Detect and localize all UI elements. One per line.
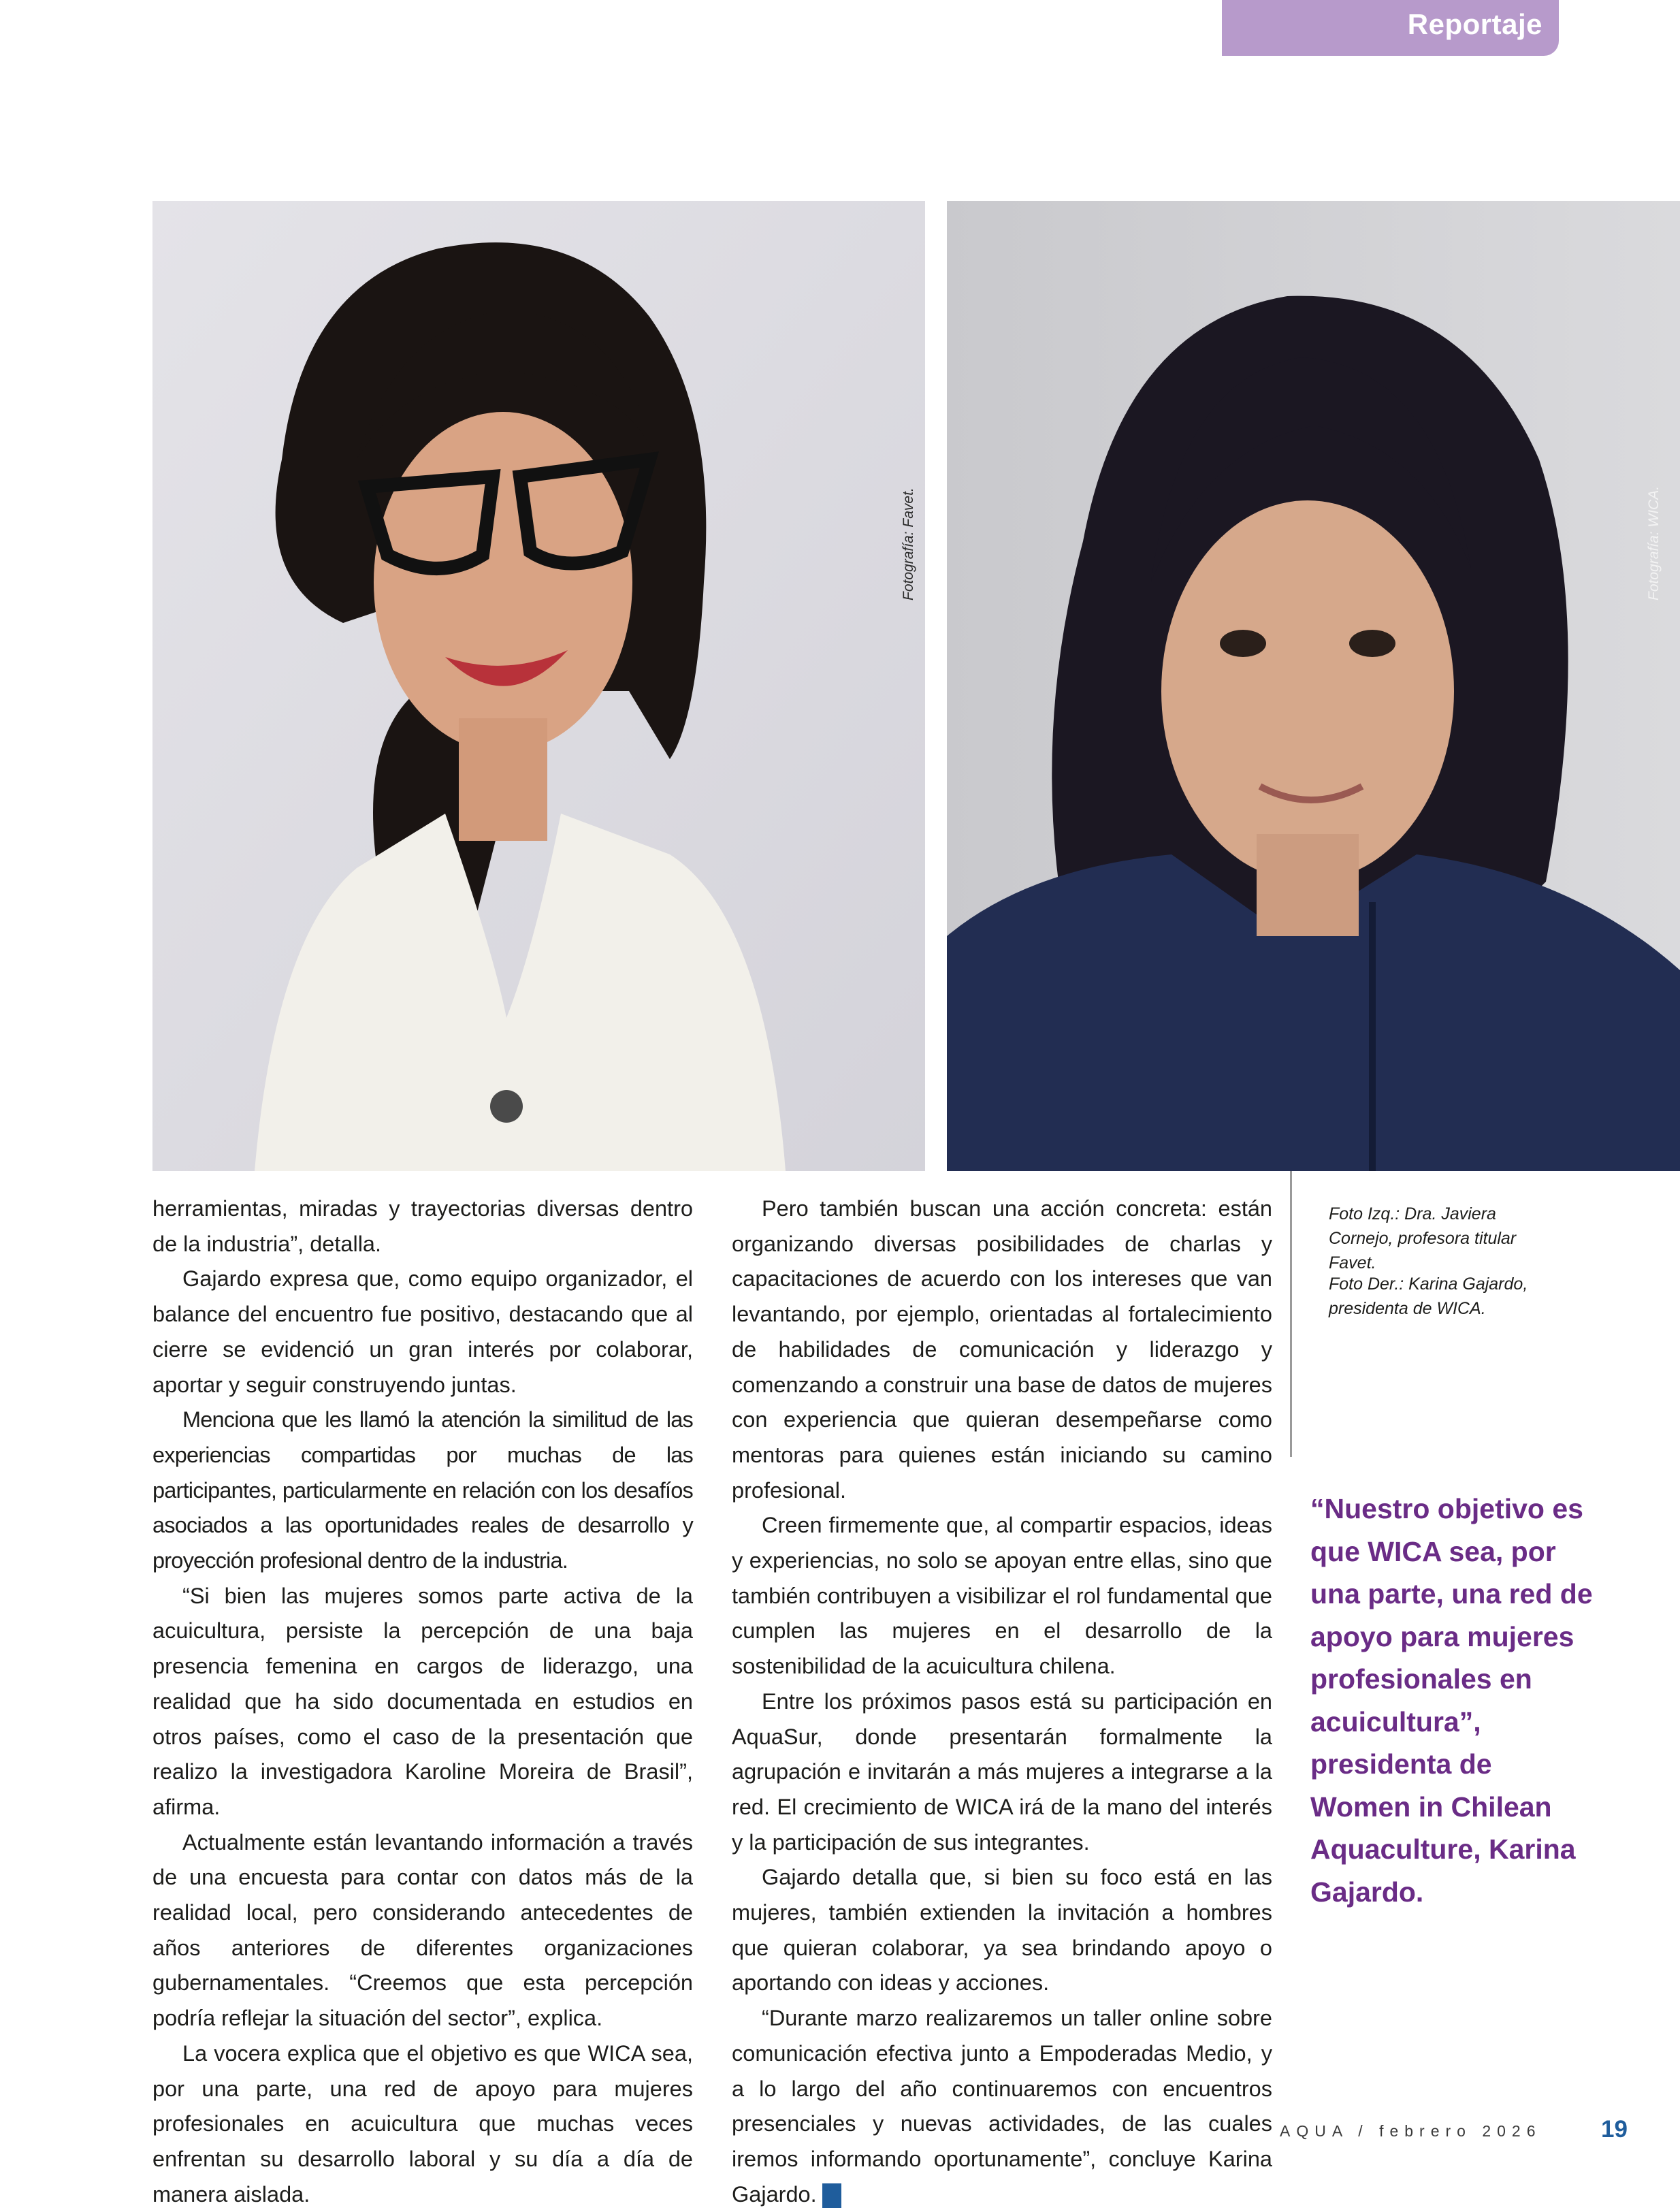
paragraph: Entre los próximos pasos está su participación en AquaSur, donde presentarán formalmente la agrupación e invitarán a más mujeres a integrarse a la red. El crecimiento de WICA irá de la mano del interés y la participación de sus integrantes. bbox=[732, 1688, 1272, 1855]
portrait-photo-right bbox=[947, 201, 1680, 1171]
paragraph: Menciona que les llamó la atención la similitud de las experiencias compartidas por muchas de las participantes, particularmente en relación con los desafíos asociados a las oportunidades reales de desarrollo y proyección profesional dentro de la industria. bbox=[152, 1407, 693, 1573]
paragraph-text: “Durante marzo realizaremos un taller online sobre comunicación efectiva junto a Empoderadas Medio, y a lo largo del año continuaremos con encuentros presenciales y nuevas actividades, de las cuales iremos informando oportunamente”, concluye Karina Gajardo. bbox=[732, 2006, 1272, 2207]
paragraph: Creen firmemente que, al compartir espacios, ideas y experiencias, no solo se apoyan entre ellas, sino que también contribuyen a visibilizar el rol fundamental que cumplen las mujeres en el desarrollo de la sostenibilidad de la acuicultura chilena. bbox=[732, 1513, 1272, 1679]
photo-credit-right: Fotografía: WICA. bbox=[1646, 485, 1662, 600]
paragraph: herramientas, miradas y trayectorias diversas dentro de la industria”, detalla. bbox=[152, 1196, 693, 1256]
page-number: 19 bbox=[1601, 2116, 1628, 2143]
paragraph: Gajardo detalla que, si bien su foco está en las mujeres, también extienden la invitación a hombres que quieran colaborar, ya sea brindando apoyo o aportando con ideas y acciones. bbox=[732, 1865, 1272, 1995]
paragraph: Pero también buscan una acción concreta: están organizando diversas posibilidades de charlas y capacitaciones de acuerdo con los intereses que van levantando, por ejemplo, orientadas al fortalecimiento de habilidades de comunicación y liderazgo y comenzando a construir una base de datos de mujeres con experiencia que quieran desempeñarse como mentoras para quienes están iniciando su camino profesional. bbox=[732, 1196, 1272, 1503]
section-tab bbox=[1222, 0, 1559, 56]
section-label: Reportaje bbox=[1407, 8, 1542, 40]
article-column-2 bbox=[732, 1191, 1272, 2212]
pull-quote: “Nuestro objetivo es que WICA sea, por una parte, una red de apoyo para mujeres profesionales en acuicultura”, presidenta de Women in Chilean Aquaculture, Karina Gajardo. bbox=[1310, 1493, 1593, 1908]
portrait-photo-left bbox=[152, 201, 925, 1171]
paragraph-last bbox=[732, 2001, 1272, 2212]
paragraph: Actualmente están levantando información a través de una encuesta para contar con datos más de la realidad local, pero considerando antecedentes de años anteriores de diferentes organizaciones gubernamentales. “Creemos que esta percepción podría reflejar la situación del sector”, explica. bbox=[152, 1829, 693, 2031]
article-column-1 bbox=[152, 1191, 693, 2212]
paragraph: “Si bien las mujeres somos parte activa de la acuicultura, persiste la percepción de una baja presencia femenina en cargos de liderazgo, una realidad que ha sido documentada en estudios en otros países, como el caso de la presentación que realizo la investigadora Karoline Moreira de Brasil”, afirma. bbox=[152, 1583, 693, 1819]
paragraph: La vocera explica que el objetivo es que WICA sea, por una parte, una red de apoyo para mujeres profesionales en acuicultura que muchas veces enfrentan su desarrollo laboral y su día a día de manera aislada. bbox=[152, 2040, 693, 2207]
photo-caption-left: Foto Izq.: Dra. Javiera Cornejo, profesora titular Favet. bbox=[1329, 1204, 1517, 1272]
end-mark-icon: Q bbox=[822, 2183, 841, 2208]
paragraph: Gajardo expresa que, como equipo organizador, el balance del encuentro fue positivo, destacando que al cierre se evidenció un gran interés por colaborar, aportar y seguir construyendo juntas. bbox=[152, 1266, 693, 1397]
photo-credit-left: Fotografía: Favet. bbox=[901, 487, 916, 600]
photo-caption-right: Foto Der.: Karina Gajardo, presidenta de WICA. bbox=[1329, 1275, 1528, 1318]
footer-folio: AQUA / febrero 2026 bbox=[1280, 2122, 1542, 2140]
